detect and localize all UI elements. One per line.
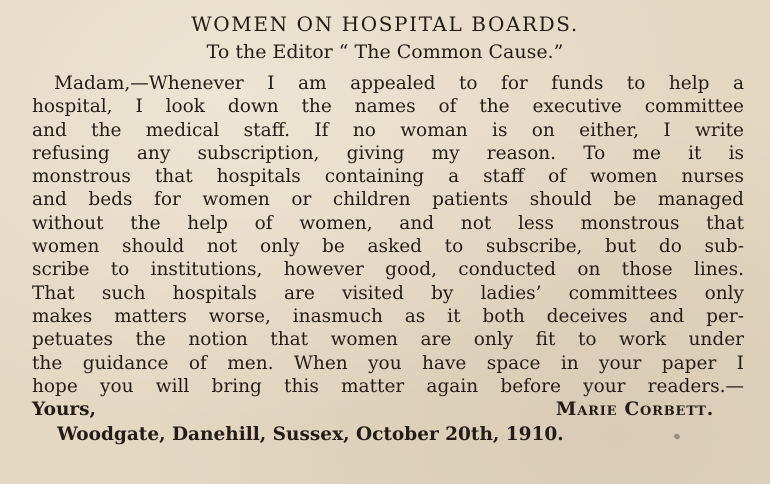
letter-line: monstrous that hospitals containing a staff of women nurses xyxy=(32,166,744,188)
letter-line: refusing any subscription, giving my reason. To me it is xyxy=(32,142,744,164)
letter-line: and the medical staff. If no woman is on either, I write xyxy=(32,119,744,141)
letter-line: scribe to institutions, however good, conducted on those lines. xyxy=(32,259,744,281)
letter-line: and beds for women or children patients should be managed xyxy=(32,189,744,211)
letter-line: petuates the notion that women are only fit to work under xyxy=(32,329,744,351)
letter-line: the guidance of men. When you have space in your paper I xyxy=(32,352,744,374)
letter-line: Madam,—Whenever I am appealed to for funds to help a xyxy=(54,73,744,94)
letter-line: without the help of women, and not less monstrous that xyxy=(32,212,744,234)
letter-line: hope you will bring this matter again before your readers.— xyxy=(32,375,744,397)
letter-closing: Yours, xyxy=(32,399,96,421)
letter-line: hospital, I look down the names of the executive committee xyxy=(32,96,744,118)
paper-speck xyxy=(673,433,681,440)
letter-line: women should not only be asked to subscribe, but do sub- xyxy=(32,236,744,258)
signature-row xyxy=(32,398,744,421)
letter-body xyxy=(32,72,744,421)
letter-line: makes matters worse, inasmuch as it both deceives and per- xyxy=(32,305,744,327)
letter-line: That such hospitals are visited by ladies’ committees only xyxy=(32,282,744,304)
article-title: WOMEN ON HOSPITAL BOARDS. xyxy=(191,12,579,36)
letter-address-dateline: Woodgate, Danehill, Sussex, October 20th, 1910. xyxy=(57,424,564,445)
letter-author: Marie Corbett. xyxy=(555,399,714,421)
article-subtitle: To the Editor “ The Common Cause.” xyxy=(206,41,564,63)
